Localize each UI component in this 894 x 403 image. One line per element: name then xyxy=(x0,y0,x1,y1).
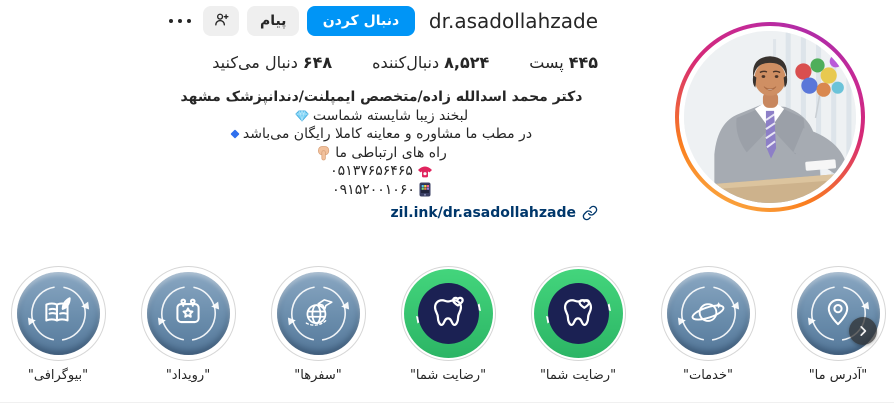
profile-photo-story-ring[interactable] xyxy=(675,22,865,212)
bio-phone-mobile-line xyxy=(165,181,598,200)
highlight-satisfaction-2[interactable] xyxy=(530,266,626,383)
mobile-phone-icon xyxy=(419,182,431,197)
story-highlights-row xyxy=(10,266,886,383)
highlight-label: "رضایت شما" xyxy=(539,368,617,383)
highlights-scroll-next-button[interactable] xyxy=(849,317,877,345)
tooth-heart-icon xyxy=(428,292,468,336)
highlight-label: "رویداد" xyxy=(165,368,211,383)
highlight-label: "خدمات" xyxy=(683,368,733,383)
link-text: zil.ink/dr.asadollahzade xyxy=(390,205,576,221)
highlight-label: "سفرها" xyxy=(294,368,342,383)
highlight-label: "رضایت شما" xyxy=(409,368,487,383)
bio-free-line: در مطب ما مشاوره و معاینه کاملا رایگان می‌باشد xyxy=(165,125,598,144)
highlight-event[interactable] xyxy=(140,266,236,383)
stats-row xyxy=(165,53,598,72)
stat-following[interactable] xyxy=(212,53,332,72)
add-user-button[interactable] xyxy=(203,6,239,36)
posts-label: پست xyxy=(529,53,564,72)
book-feather-icon xyxy=(40,294,76,334)
bio-name-line: دکتر محمد اسدالله زاده/متخصص ایمپلنت/دندانپزشک مشهد xyxy=(180,89,583,105)
mobile-phone-number: ۰۹۱۵۲۰۰۱۰۶۰ xyxy=(332,181,415,198)
follow-button[interactable]: دنبال کردن xyxy=(307,6,415,36)
highlight-satisfaction-1[interactable] xyxy=(400,266,496,383)
stat-posts xyxy=(529,53,598,72)
tooth-heart-icon xyxy=(558,292,598,336)
office-phone-number: ۰۵۱۳۷۶۵۶۴۶۵ xyxy=(330,163,413,179)
profile-info xyxy=(165,0,598,221)
bio-phone-office-line xyxy=(165,162,598,181)
external-link[interactable] xyxy=(165,205,598,221)
calendar-star-icon xyxy=(170,294,206,334)
avatar xyxy=(684,31,856,203)
saturn-icon xyxy=(689,293,727,335)
username-row xyxy=(165,5,598,37)
pointing-down-icon xyxy=(316,145,331,161)
link-icon xyxy=(582,205,598,221)
bio xyxy=(165,88,598,199)
followers-count: ۸,۵۲۴ xyxy=(444,53,490,72)
more-options-button[interactable] xyxy=(165,6,195,36)
bio-contact-line: راه های ارتباطی ما xyxy=(165,144,598,163)
following-count: ۶۴۸ xyxy=(302,53,333,72)
stat-followers[interactable] xyxy=(372,53,489,72)
message-button[interactable]: پیام xyxy=(247,6,299,36)
telephone-icon xyxy=(417,164,433,178)
story-gradient-ring xyxy=(675,22,865,212)
following-label: دنبال می‌کنید xyxy=(212,53,298,72)
bio-smile-line: لبخند زیبا شایسته شماست xyxy=(165,107,598,126)
highlight-label: "بیوگرافی" xyxy=(27,368,89,383)
dentist-portrait-photo xyxy=(684,31,856,203)
highlight-biography[interactable] xyxy=(10,266,106,383)
small-blue-diamond-icon xyxy=(231,130,239,138)
page-title-username: dr.asadollahzade xyxy=(428,9,598,33)
followers-label: دنبال‌کننده xyxy=(372,53,440,72)
posts-count: ۴۴۵ xyxy=(568,53,598,72)
highlight-services[interactable] xyxy=(660,266,756,383)
gem-icon xyxy=(295,110,309,122)
globe-plane-icon xyxy=(300,294,336,334)
highlight-travels[interactable] xyxy=(270,266,366,383)
chevron-right-icon xyxy=(856,324,870,338)
highlight-label: "آدرس ما" xyxy=(808,368,868,383)
add-user-icon xyxy=(213,11,230,32)
